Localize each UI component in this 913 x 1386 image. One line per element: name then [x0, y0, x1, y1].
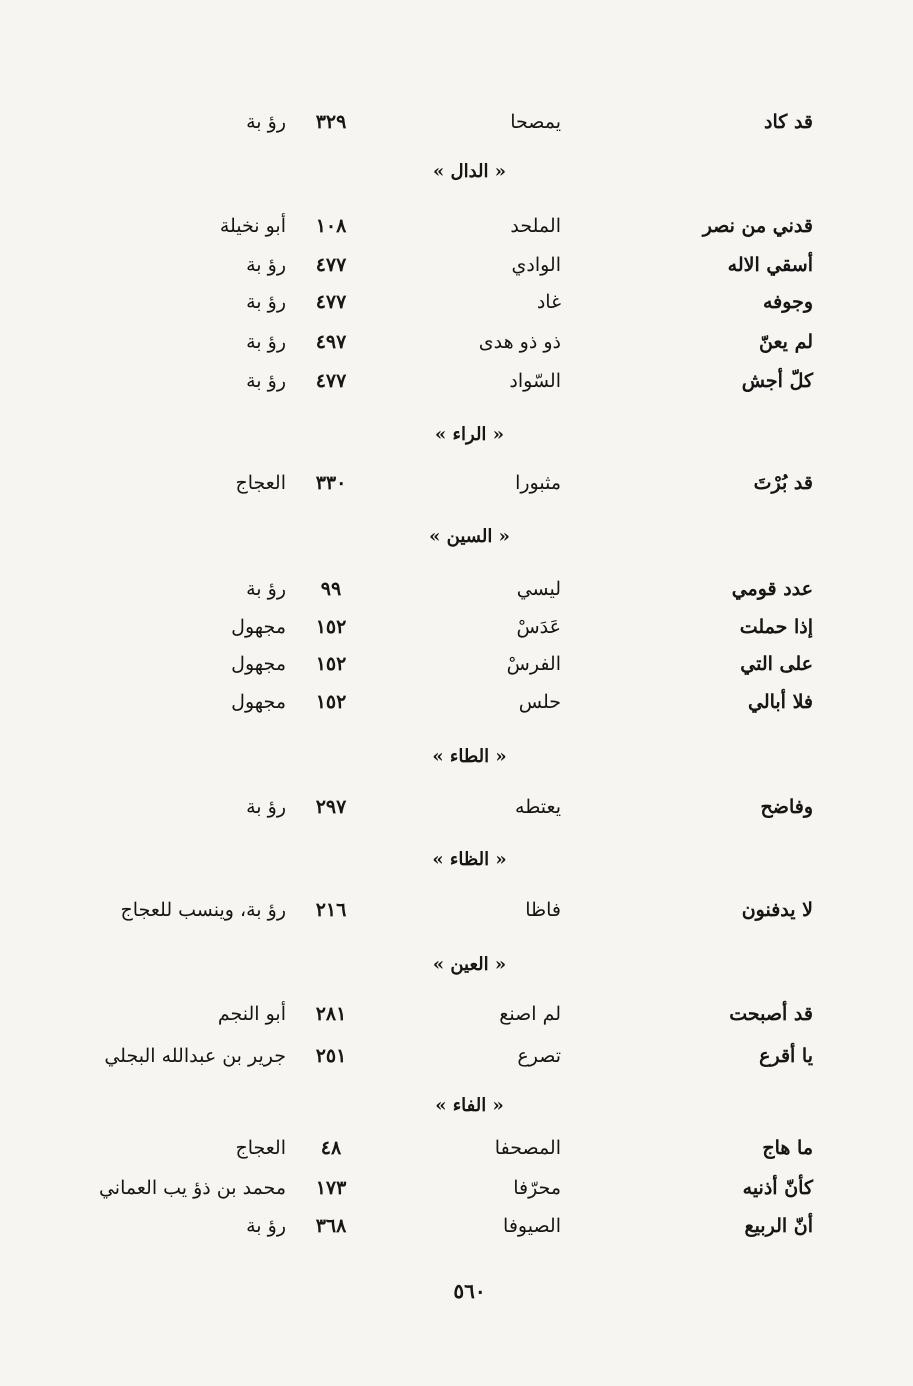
verse-opening: على التي	[740, 653, 813, 675]
section-heading-ayn	[0, 950, 913, 980]
page-reference: ٤٧٧	[315, 291, 347, 313]
page-reference: ٤٩٧	[315, 331, 347, 353]
table-row	[0, 573, 913, 609]
page-reference: ١٥٢	[315, 691, 347, 713]
rhyme-word: فاظا	[525, 899, 561, 921]
table-row	[0, 1172, 913, 1208]
rhyme-word: عَدَسْ	[516, 616, 561, 638]
table-row	[0, 611, 913, 647]
rhyme-word: الفرسْ	[506, 653, 561, 675]
rhyme-word: يمصحا	[510, 111, 561, 133]
table-row	[0, 648, 913, 684]
table-row	[0, 791, 913, 827]
section-heading-ta	[0, 742, 913, 772]
page-number	[0, 1276, 913, 1306]
table-row	[0, 249, 913, 285]
section-heading-za	[0, 845, 913, 875]
poet-name: جرير بن عبدالله البجلي	[104, 1045, 286, 1067]
poet-name: العجاج	[235, 472, 286, 494]
section-heading-text: « السين »	[429, 526, 510, 547]
table-row	[0, 998, 913, 1034]
page-reference: ٣٣٠	[315, 472, 347, 494]
page-reference: ١٥٢	[315, 616, 347, 638]
page-reference: ٢٨١	[315, 1003, 347, 1025]
page-reference: ٢٩٧	[315, 796, 347, 818]
table-row	[0, 286, 913, 322]
poet-name: مجهول	[231, 616, 286, 638]
section-heading-ra	[0, 420, 913, 450]
verse-opening: إذا حملت	[739, 616, 813, 638]
page-reference: ٤٧٧	[315, 254, 347, 276]
rhyme-word: حلس	[518, 691, 561, 713]
poet-name: رؤ بة	[246, 796, 286, 818]
page-reference: ١٧٣	[315, 1177, 347, 1199]
rhyme-word: الوادي	[511, 254, 561, 276]
table-row	[0, 894, 913, 930]
verse-opening: قد بُرْتَ	[753, 472, 813, 494]
section-heading-text: « الفاء »	[435, 1095, 504, 1116]
rhyme-word: تصرع	[517, 1045, 561, 1067]
verse-opening: فلا أبالي	[747, 691, 813, 713]
section-heading-text: « الراء »	[435, 424, 504, 445]
table-row	[0, 326, 913, 362]
section-heading-sin	[0, 522, 913, 552]
table-row	[0, 365, 913, 401]
poet-name: رؤ بة، وينسب للعجاج	[120, 899, 286, 921]
verse-opening: قد كاد	[764, 111, 813, 133]
rhyme-word: الصيوفا	[503, 1215, 561, 1237]
rhyme-word: يعتطه	[515, 796, 561, 818]
page-reference: ٣٢٩	[315, 111, 347, 133]
section-heading-text: « العين »	[432, 954, 507, 975]
rhyme-word: ليسي	[516, 578, 561, 600]
table-row	[0, 1132, 913, 1168]
poet-name: محمد بن ذؤ يب العماني	[98, 1177, 286, 1199]
verse-opening: وجوفه	[762, 291, 813, 313]
poet-name: مجهول	[231, 653, 286, 675]
table-row	[0, 686, 913, 722]
rhyme-word: الملحد	[510, 215, 561, 237]
poet-name: رؤ بة	[246, 578, 286, 600]
poet-name: رؤ بة	[246, 331, 286, 353]
section-heading-text: « الطاء »	[432, 746, 507, 767]
poet-name: رؤ بة	[246, 111, 286, 133]
table-row	[0, 1040, 913, 1076]
poet-name: أبو نخيلة	[219, 215, 286, 237]
poet-name: رؤ بة	[246, 254, 286, 276]
page-reference: ٤٨	[320, 1137, 342, 1159]
rhyme-word: لم اصنع	[499, 1003, 561, 1025]
verse-opening: أسقي الاله	[727, 254, 813, 276]
poet-name: العجاج	[235, 1137, 286, 1159]
verse-opening: قد أصبحت	[729, 1003, 813, 1025]
section-heading-text: « الدال »	[432, 161, 507, 182]
page-number-text: ٥٦٠	[453, 1279, 486, 1303]
page-reference: ٣٦٨	[315, 1215, 347, 1237]
poet-name: رؤ بة	[246, 291, 286, 313]
poet-name: أبو النجم	[217, 1003, 286, 1025]
table-row	[0, 210, 913, 246]
page-reference: ٤٧٧	[315, 370, 347, 392]
poet-name: رؤ بة	[246, 1215, 286, 1237]
page-reference: ١٥٢	[315, 653, 347, 675]
verse-opening: كأنّ أذنيه	[742, 1177, 813, 1199]
rhyme-word: ذو ذو هدى	[478, 331, 561, 353]
verse-opening: لم يعنّ	[759, 331, 813, 353]
poet-name: مجهول	[231, 691, 286, 713]
verse-opening: وفاضح	[760, 796, 813, 818]
verse-opening: أنّ الربيع	[744, 1215, 813, 1237]
verse-opening: قدني من نصر	[702, 215, 813, 237]
section-heading-dal	[0, 157, 913, 187]
verse-opening: ما هاج	[762, 1137, 813, 1159]
verse-opening: يا أقرع	[759, 1045, 813, 1067]
page-reference: ٢٥١	[315, 1045, 347, 1067]
rhyme-word: السّواد	[509, 370, 561, 392]
section-heading-fa	[0, 1091, 913, 1121]
table-row	[0, 1210, 913, 1246]
page-reference: ٩٩	[320, 578, 342, 600]
table-row	[0, 106, 913, 142]
section-heading-text: « الظاء »	[432, 849, 507, 870]
table-row	[0, 467, 913, 503]
verse-opening: عدد قومي	[731, 578, 813, 600]
rhyme-word: مثبورا	[515, 472, 561, 494]
poet-name: رؤ بة	[246, 370, 286, 392]
page-reference: ٢١٦	[315, 899, 347, 921]
verse-opening: لا يدفنون	[741, 899, 813, 921]
page-reference: ١٠٨	[315, 215, 347, 237]
rhyme-word: المصحفا	[494, 1137, 561, 1159]
verse-opening: كلّ أجش	[741, 370, 813, 392]
rhyme-word: غاد	[536, 291, 561, 313]
rhyme-word: محرّفا	[513, 1177, 561, 1199]
